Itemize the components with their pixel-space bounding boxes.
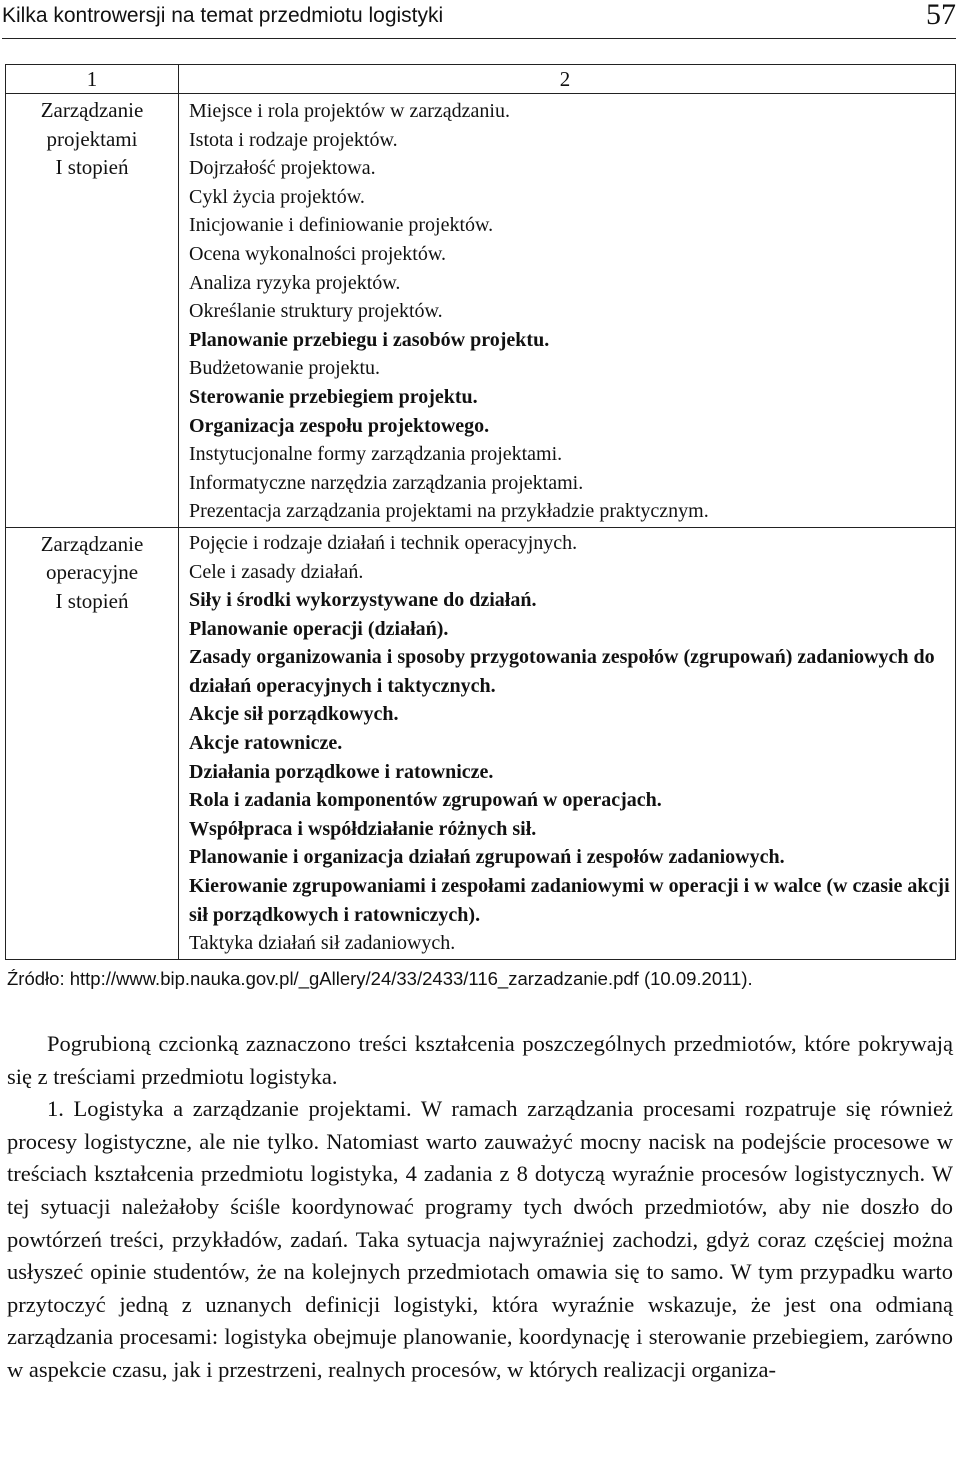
- content-item: Informatyczne narzędzia zarządzania projektami.: [189, 471, 584, 494]
- subject-cell: [6, 94, 179, 528]
- content-item: Organizacja zespołu projektowego.: [189, 414, 490, 437]
- paragraph: 1. Logistyka a zarządzanie projektami. W ramach zarządzania procesami rozpatruje się również procesy logistyczne, ale nie tylko. Natomiast warto zauważyć mocny nacisk na podejście procesowe w treściach kształcenia przedmiotu logistyka, 4 zadania z 8 dotyczą wyraźnie procesów logistycznych. W tej sytuacji należałoby ściśle koordynować programy tych dwóch przedmiotów, aby nie doszło do powtórzeń treści, przykładów, zadań. Taka sytuacja najwyraźniej zachodzi, gdyż coraz częściej można usłyszeć opinie studentów, że na kolejnych przedmiotach omawia się to samo. W tym przypadku warto przytoczyć jedną z uznanych definicji logistyki, która wyraźnie wskazuje, że jest ona odmianą zarządzania procesami: logistyka obejmuje planowanie, koordynację i sterowanie przebiegiem, zarówno w aspekcie czasu, jak i przestrzeni, realnych procesów, w których realizacji organiza-: [7, 1096, 953, 1382]
- table-row: [6, 527, 956, 959]
- content-item: Prezentacja zarządzania projektami na przykładzie praktycznym.: [189, 500, 709, 523]
- subject-cell: [6, 527, 179, 959]
- content-item: Dojrzałość projektowa.: [189, 157, 376, 180]
- subject-line: Zarządzanie: [40, 98, 144, 122]
- content-item: Planowanie i organizacja działań zgrupowań i zespołów zadaniowych.: [189, 846, 785, 869]
- table-row: [6, 94, 956, 528]
- running-title: Kilka kontrowersji na temat przedmiotu logistyki: [2, 4, 444, 27]
- column-header-1: 1: [6, 65, 179, 94]
- content-item: Kierowanie zgrupowaniami i zespołami zadaniowymi w operacji i w walce (w czasie akcji sił porządkowych i ratowniczych).: [189, 875, 950, 926]
- subject-level: I stopień: [55, 588, 129, 613]
- content-item: Działania porządkowe i ratownicze.: [189, 760, 494, 783]
- content-item: Rola i zadania komponentów zgrupowań w operacjach.: [189, 789, 662, 812]
- content-cell: [179, 94, 956, 528]
- subject-name: [6, 528, 178, 616]
- page-header: [2, 0, 956, 39]
- curriculum-table: [5, 64, 956, 960]
- subject-level: I stopień: [55, 155, 129, 179]
- table-header-row: [6, 65, 956, 94]
- content-item: Analiza ryzyka projektów.: [189, 271, 401, 294]
- content-item: Istota i rodzaje projektów.: [189, 128, 398, 151]
- body-text: [7, 1028, 953, 1387]
- subject-line: Zarządzanie: [40, 531, 144, 556]
- content-item: Pojęcie i rodzaje działań i technik operacyjnych.: [189, 531, 578, 554]
- content-item: Współpraca i współdziałanie różnych sił.: [189, 817, 537, 840]
- content-item: Miejsce i rola projektów w zarządzaniu.: [189, 100, 510, 122]
- page-number: 57: [926, 0, 956, 31]
- subject-line: projektami: [46, 126, 138, 151]
- content-list: [189, 528, 951, 959]
- content-item: Planowanie operacji (działań).: [189, 617, 449, 640]
- content-item: Instytucjonalne formy zarządzania projektami.: [189, 443, 563, 466]
- content-item: Siły i środki wykorzystywane do działań.: [189, 589, 537, 612]
- content-item: Inicjowanie i definiowanie projektów.: [189, 214, 494, 237]
- content-item: Planowanie przebiegu i zasobów projektu.: [189, 328, 550, 351]
- content-item: Budżetowanie projektu.: [189, 357, 381, 380]
- content-item: Określanie struktury projektów.: [189, 300, 443, 323]
- source-note: Źródło: http://www.bip.nauka.gov.pl/_gAllery/24/33/2433/116_zarzadzanie.pdf (10.09.2011).: [7, 968, 753, 989]
- content-item: Cykl życia projektów.: [189, 185, 365, 208]
- content-item: Ocena wykonalności projektów.: [189, 242, 446, 265]
- content-item: Taktyka działań sił zadaniowych.: [189, 932, 456, 955]
- content-item: Akcje ratownicze.: [189, 732, 343, 755]
- paragraph: Pogrubioną czcionką zaznaczono treści kształcenia poszczególnych przedmiotów, które pokrywają się z treściami przedmiotu logistyka.: [7, 1031, 953, 1089]
- subject-name: [6, 94, 178, 182]
- content-cell: [179, 527, 956, 959]
- subject-line: operacyjne: [45, 560, 139, 585]
- column-header-2: 2: [179, 65, 956, 94]
- content-list: [189, 94, 951, 527]
- content-item: Cele i zasady działań.: [189, 560, 364, 583]
- content-item: Akcje sił porządkowych.: [189, 703, 399, 726]
- content-item: Sterowanie przebiegiem projektu.: [189, 385, 478, 408]
- content-item: Zasady organizowania i sposoby przygotowania zespołów (zgrupowań) zadaniowych do działań operacyjnych i taktycznych.: [189, 646, 935, 697]
